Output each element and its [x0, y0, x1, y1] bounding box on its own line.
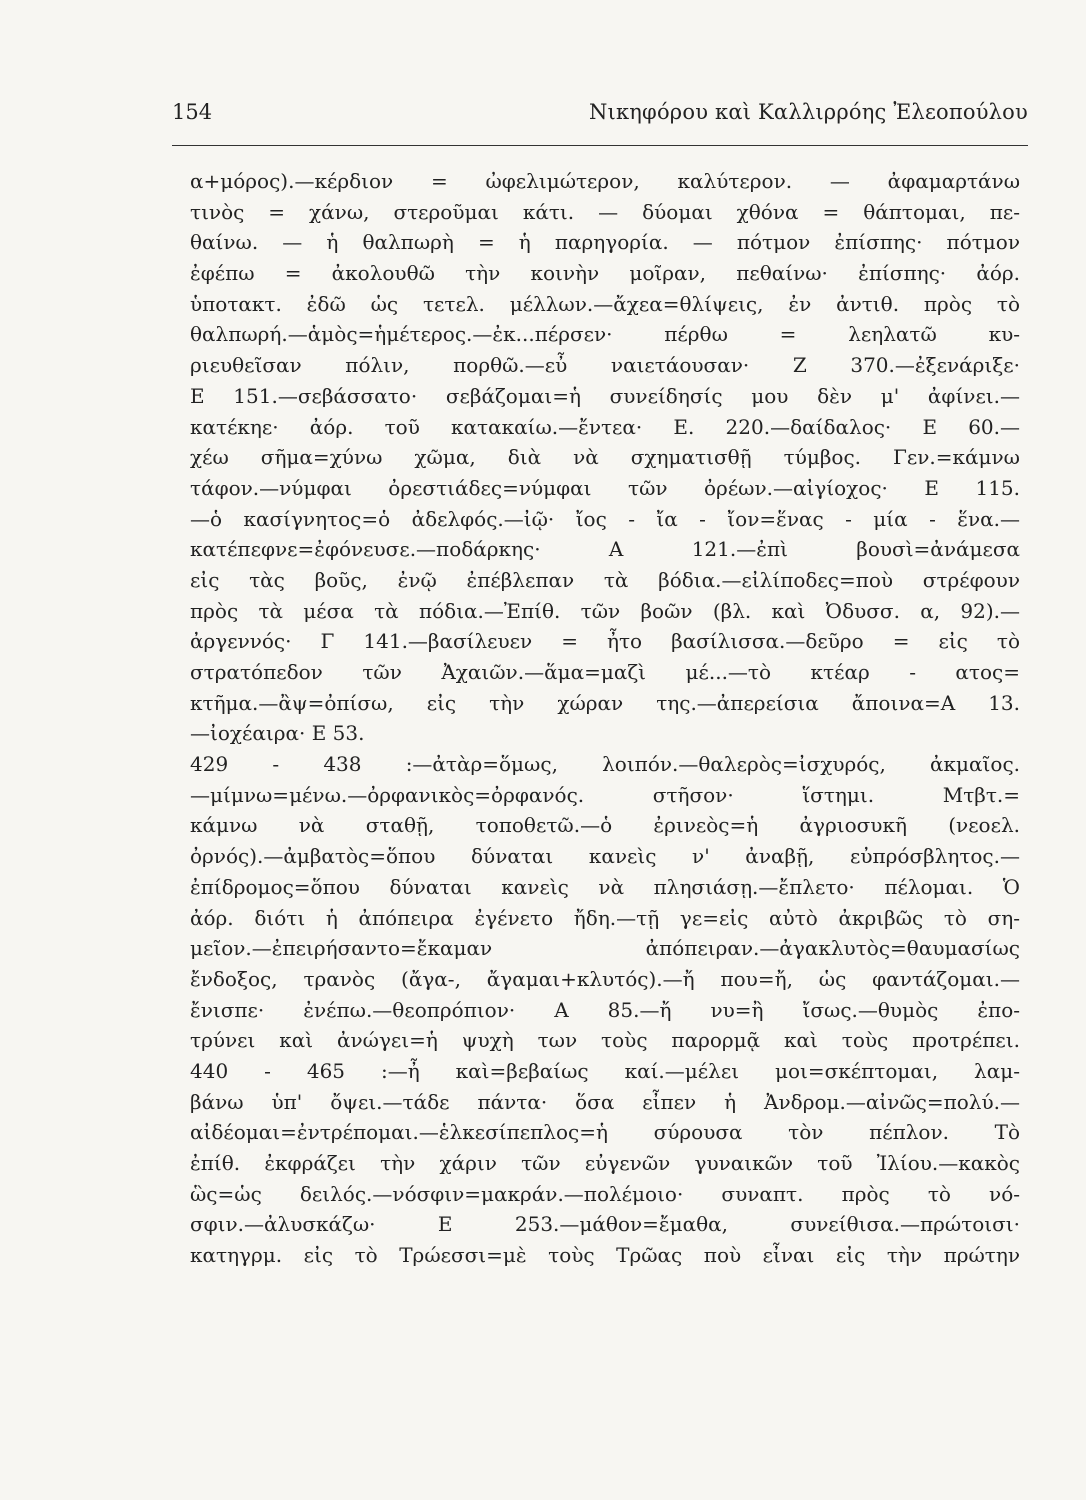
text-line: χέω σῆμα=χύνω χῶμα, διὰ νὰ σχηματισθῇ τύμβος. Γεν.=κάμνω — [190, 445, 1020, 470]
text-line: ὀρνός).—ἀμβατὸς=ὅπου δύναται κανεὶς ν' ἀναβῇ, εὐπρόσβλητος.— — [190, 844, 1020, 869]
text-line: κατηγρμ. εἰς τὸ Τρώεσσι=μὲ τοὺς Τρῶας ποὺ εἶναι εἰς τὴν πρώτην — [190, 1243, 1020, 1268]
text-line: πρὸς τὰ μέσα τὰ πόδια.—Ἐπίθ. τῶν βοῶν (βλ. καὶ Ὀδυσσ. α, 92).— — [190, 598, 1020, 623]
page-number: 154 — [172, 100, 213, 124]
text-line: σφιν.—ἀλυσκάζω· Ε 253.—μάθον=ἔμαθα, συνείθισα.—πρώτοισι· — [190, 1212, 1020, 1237]
text-line: κατέκηε· ἀόρ. τοῦ κατακαίω.—ἔντεα· Ε. 220.—δαίδαλος· Ε 60.— — [190, 414, 1020, 439]
text-line: τάφον.—νύμφαι ὀρεστιάδες=νύμφαι τῶν ὀρέων.—αἰγίοχος· Ε 115. — [190, 475, 1020, 500]
text-line: —ἰοχέαιρα· Ε 53. — [190, 721, 365, 746]
text-line: ἀόρ. διότι ἡ ἀπόπειρα ἐγένετο ἤδη.—τῇ γε=εἰς αὐτὸ ἀκριβῶς τὸ ση- — [190, 905, 1020, 930]
text-line: ριευθεῖσαν πόλιν, πορθῶ.—εὖ ναιετάουσαν· Ζ 370.—ἐξενάριξε· — [190, 353, 1020, 378]
text-line: ἔνδοξος, τρανὸς (ἄγα-, ἄγαμαι+κλυτός).—ἤ που=ἤ, ὡς φαντάζομαι.— — [190, 966, 1020, 991]
text-line: αἰδέομαι=ἐντρέπομαι.—ἑλκεσίπεπλος=ἡ σύρουσα τὸν πέπλον. Τὸ — [190, 1120, 1020, 1145]
text-line: ἔνισπε· ἐνέπω.—θεοπρόπιον· Α 85.—ἤ νυ=ἢ ἴσως.—θυμὸς ἐπο- — [190, 997, 1020, 1022]
text-line: 440 - 465 :—ἦ καὶ=βεβαίως καί.—μέλει μοι=σκέπτομαι, λαμ- — [190, 1058, 1020, 1083]
page-header — [172, 100, 1028, 124]
text-line: 429 - 438 :—ἀτὰρ=ὅμως, λοιπόν.—θαλερὸς=ἰσχυρός, ἀκμαῖος. — [190, 752, 1020, 777]
text-line: θαλπωρή.—ἁμὸς=ἡμέτερος.—ἐκ...πέρσεν· πέρθω = λεηλατῶ κυ- — [190, 322, 1020, 347]
text-line: ἐπίδρομος=ὅπου δύναται κανεὶς νὰ πλησιάσῃ.—ἔπλετο· πέλομαι. Ὁ — [190, 874, 1020, 899]
text-line: μεῖον.—ἐπειρήσαντο=ἔκαμαν ἀπόπειραν.—ἀγακλυτὸς=θαυμασίως — [190, 936, 1020, 961]
text-line: κατέπεφνε=ἐφόνευσε.—ποδάρκης· Α 121.—ἐπὶ βουσὶ=ἀνάμεσα — [190, 537, 1020, 562]
text-line: τινὸς = χάνω, στεροῦμαι κάτι. — δύομαι χθόνα = θάπτομαι, πε- — [190, 199, 1020, 224]
text-line: θαίνω. — ἡ θαλπωρὴ = ἡ παρηγορία. — πότμον ἐπίσπης· πότμον — [190, 230, 1020, 255]
header-rule — [172, 145, 1028, 146]
text-line: ἀργεννός· Γ 141.—βασίλευεν = ἦτο βασίλισσα.—δεῦρο = εἰς τὸ — [190, 629, 1020, 654]
text-line: ἐφέπω = ἀκολουθῶ τὴν κοινὴν μοῖραν, πεθαίνω· ἐπίσπης· ἀόρ. — [190, 261, 1020, 286]
text-line: ἐπίθ. ἐκφράζει τὴν χάριν τῶν εὐγενῶν γυναικῶν τοῦ Ἰλίου.—κακὸς — [190, 1151, 1020, 1175]
text-line: ὑποτακτ. ἐδῶ ὡς τετελ. μέλλων.—ἄχεα=θλίψεις, ἐν ἀντιθ. πρὸς τὸ — [190, 291, 1020, 316]
text-line: —μίμνω=μένω.—ὀρφανικὸς=ὀρφανός. στῆσον· ἵστημι. Μτβτ.= — [190, 782, 1020, 807]
text-line: Ε 151.—σεβάσσατο· σεβάζομαι=ἡ συνείδησίς μου δὲν μ' ἀφίνει.— — [190, 383, 1020, 408]
text-line: —ὁ κασίγνητος=ὁ ἀδελφός.—ἰῷ· ἴος - ἴα - ἴον=ἕνας - μία - ἕνα.— — [190, 506, 1020, 531]
text-line: τρύνει καὶ ἀνώγει=ἡ ψυχὴ των τοὺς παρορμᾷ καὶ τοὺς προτρέπει. — [190, 1028, 1020, 1053]
text-line: κτῆμα.—ἂψ=ὀπίσω, εἰς τὴν χώραν της.—ἀπερείσια ἄποινα=Α 13. — [190, 690, 1020, 715]
text-line: βάνω ὑπ' ὄψει.—τάδε πάντα· ὅσα εἶπεν ἡ Ἀνδρομ.—αἰνῶς=πολύ.— — [190, 1089, 1020, 1114]
running-title: Νικηφόρου καὶ Καλλιρρόης Ἐλεοπούλου — [588, 100, 1028, 124]
text-line: κάμνω νὰ σταθῇ, τοποθετῶ.—ὁ ἐρινεὸς=ἡ ἀγριοσυκῆ (νεοελ. — [190, 813, 1020, 838]
text-line: εἰς τὰς βοῦς, ἐνῷ ἐπέβλεπαν τὰ βόδια.—εἰλίποδες=ποὺ στρέφουν — [190, 567, 1020, 592]
text-line: α+μόρος).—κέρδιον = ὠφελιμώτερον, καλύτερον. — ἀφαμαρτάνω — [190, 169, 1020, 193]
text-line: στρατόπεδον τῶν Ἀχαιῶν.—ἅμα=μαζὶ μέ...—τὸ κτέαρ - ατος= — [190, 660, 1020, 684]
commentary-text — [190, 166, 1020, 1271]
text-line: ὣς=ὡς δειλός.—νόσφιν=μακράν.—πολέμοιο· συναπτ. πρὸς τὸ νό- — [190, 1181, 1020, 1206]
